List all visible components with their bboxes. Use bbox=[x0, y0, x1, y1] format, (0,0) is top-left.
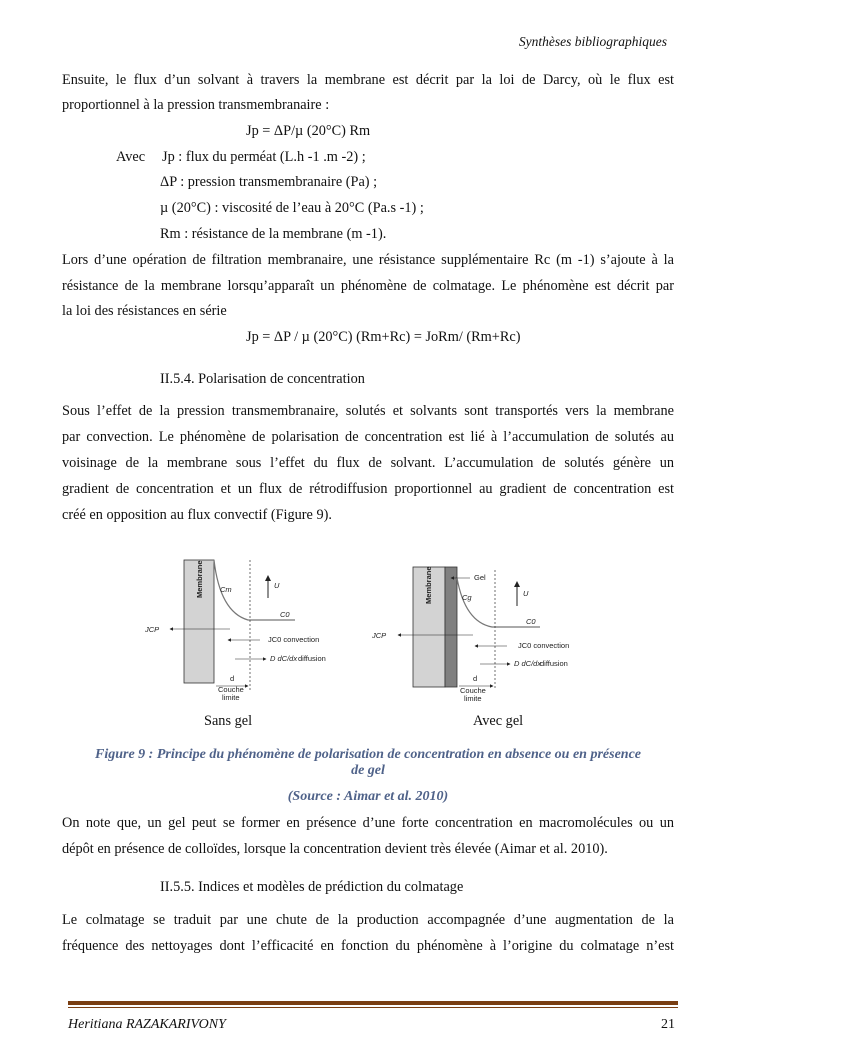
svg-text:limite: limite bbox=[464, 694, 482, 703]
equation-resistances: Jp = ΔP / µ (20°C) (Rm+Rc) = JoRm/ (Rm+Rc) bbox=[246, 329, 521, 345]
figure-caption: de gel bbox=[351, 763, 385, 778]
footer-rule bbox=[68, 1001, 678, 1005]
diagram-sans-gel bbox=[144, 560, 326, 702]
svg-text:U: U bbox=[523, 589, 529, 598]
figure-label-avec-gel: Avec gel bbox=[473, 713, 524, 729]
paragraph-line: Ensuite, le flux d’un solvant à travers la membrane est décrit par la loi de Darcy, où le flux est bbox=[62, 72, 674, 88]
definition-jp: Jp : flux du perméat (L.h -1 .m -2) ; bbox=[162, 149, 366, 165]
svg-text:Couche: Couche bbox=[218, 685, 244, 694]
page-number: 21 bbox=[661, 1017, 675, 1032]
svg-text:limite: limite bbox=[222, 693, 240, 702]
svg-text:JC0 convection: JC0 convection bbox=[268, 635, 320, 644]
svg-text:diffusion: diffusion bbox=[298, 654, 326, 663]
svg-text:Cm: Cm bbox=[220, 585, 232, 594]
paragraph-line: voisinage de la membrane sous l’effet du flux de solvant. L’accumulation de solutés génère un bbox=[62, 455, 674, 471]
avec-label: Avec bbox=[116, 149, 146, 165]
figure-polarisation bbox=[140, 550, 570, 710]
paragraph-line: Lors d’une opération de filtration membranaire, une résistance supplémentaire Rc (m -1) s’ajoute à la bbox=[62, 252, 674, 268]
paragraph-line: On note que, un gel peut se former en présence d’une forte concentration en macromolécules ou un bbox=[62, 815, 674, 831]
svg-text:C0: C0 bbox=[280, 610, 290, 619]
svg-text:Cg: Cg bbox=[462, 593, 472, 602]
svg-text:JCP: JCP bbox=[372, 631, 387, 640]
definition-rm: Rm : résistance de la membrane (m -1). bbox=[160, 226, 387, 242]
footer-author: Heritiana RAZAKARIVONY bbox=[68, 1017, 226, 1032]
svg-text:Membrane: Membrane bbox=[195, 560, 204, 598]
figure-caption: Figure 9 : Principe du phénomène de polarisation de concentration en absence ou en présence bbox=[95, 747, 641, 762]
definition-dp: ΔP : pression transmembranaire (Pa) ; bbox=[160, 174, 378, 190]
paragraph-line: créé en opposition au flux convectif (Figure 9). bbox=[62, 507, 332, 523]
paragraph-line: Le colmatage se traduit par une chute de la production accompagnée d’une augmentation de la bbox=[62, 912, 674, 928]
svg-text:JCP: JCP bbox=[145, 625, 160, 634]
footer-rule-thin bbox=[68, 1007, 678, 1008]
paragraph-line: fréquence des nettoyages dont l’efficacité en fonction du phénomène à l’origine du colmatage n’est bbox=[62, 938, 674, 954]
svg-text:d: d bbox=[473, 674, 478, 683]
svg-text:diffusion: diffusion bbox=[540, 659, 568, 668]
svg-text:Couche: Couche bbox=[460, 686, 486, 695]
paragraph-line: résistance de la membrane lorsqu’apparaît un phénomène de colmatage. Le phénomène est décrit par bbox=[62, 278, 674, 294]
paragraph-line: gradient de concentration et un flux de rétrodiffusion proportionnel au gradient de concentration est bbox=[62, 481, 674, 497]
paragraph-line: dépôt en présence de colloïdes, lorsque la concentration devient très élevée (Aimar et al. 2010). bbox=[62, 841, 608, 857]
running-header: Synthèses bibliographiques bbox=[518, 34, 667, 49]
paragraph-line: par convection. Le phénomène de polarisation de concentration est lié à l’accumulation de solutés au bbox=[62, 429, 674, 445]
figure-label-sans-gel: Sans gel bbox=[204, 713, 253, 729]
paragraph-line: Sous l’effet de la pression transmembranaire, solutés et solvants sont transportés vers la membrane bbox=[62, 403, 674, 419]
section-heading: II.5.5. Indices et modèles de prédiction du colmatage bbox=[160, 879, 464, 895]
section-heading: II.5.4. Polarisation de concentration bbox=[160, 371, 365, 387]
figure-source: (Source : Aimar et al. 2010) bbox=[287, 789, 449, 804]
svg-text:C0: C0 bbox=[526, 617, 536, 626]
svg-text:JC0 convection: JC0 convection bbox=[518, 641, 570, 650]
diagram-avec-gel bbox=[371, 566, 569, 703]
svg-text:U: U bbox=[274, 581, 280, 590]
svg-text:d: d bbox=[230, 674, 235, 683]
paragraph-line: proportionnel à la pression transmembranaire : bbox=[62, 97, 330, 113]
paragraph-line: la loi des résistances en série bbox=[62, 303, 227, 319]
equation-darcy: Jp = ΔP/µ (20°C) Rm bbox=[246, 123, 371, 139]
svg-text:Membrane: Membrane bbox=[424, 566, 433, 604]
svg-text:Gel: Gel bbox=[474, 573, 486, 582]
svg-text:D dC/dx: D dC/dx bbox=[270, 654, 298, 663]
svg-text:D dC/dx: D dC/dx bbox=[514, 659, 542, 668]
definition-mu: µ (20°C) : viscosité de l’eau à 20°C (Pa.s -1) ; bbox=[160, 200, 424, 216]
